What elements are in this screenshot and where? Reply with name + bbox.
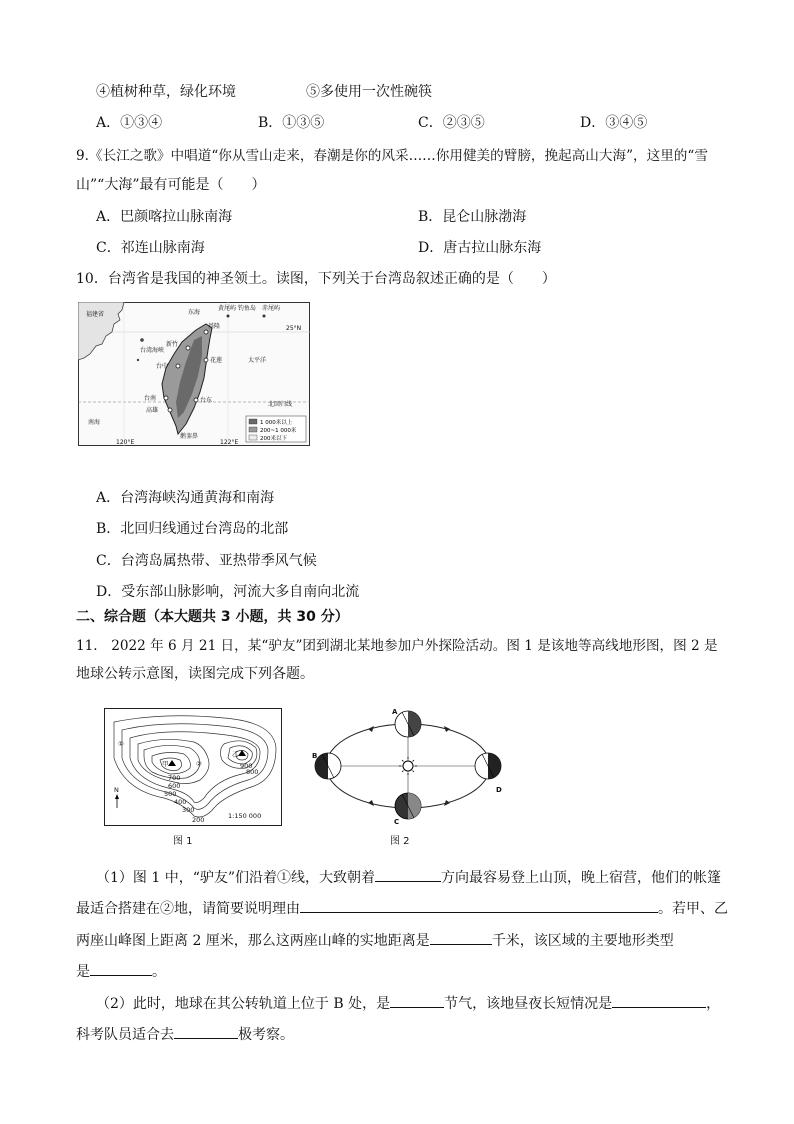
orbit-label-d: D — [496, 786, 502, 794]
city-taitung — [194, 398, 198, 402]
route-marker-1: ① — [118, 740, 124, 748]
q10-option-d[interactable]: D．受东部山脉影响，河流大多自南向北流 — [96, 584, 360, 600]
earth-orbit-figure — [310, 702, 506, 828]
map-label-hsinchu: 新竹 — [166, 341, 179, 348]
contour-label-300: 300 — [182, 806, 195, 814]
map-label-hualien: 花莲 — [210, 357, 223, 364]
orbit-label-c: C — [394, 818, 400, 826]
map-legend-mid: 200~1 000米 — [260, 428, 297, 434]
q8-item4: ④植树种草，绿化环境 — [96, 84, 236, 100]
q11-p1-text-a: （1）图 1 中，“驴友”们沿着①线，大致朝着 — [96, 870, 376, 886]
contour-label-200: 200 — [192, 816, 205, 824]
contour-map-figure — [104, 708, 282, 826]
q8-option-d[interactable]: D．③④⑤ — [580, 115, 648, 131]
camp-marker-2: ② — [196, 760, 202, 768]
q10-option-b[interactable]: B．北回归线通过台湾岛的北部 — [96, 521, 289, 537]
answer-blank-distance[interactable] — [430, 928, 492, 945]
q9-option-d[interactable]: D．唐古拉山脉东海 — [418, 240, 542, 256]
q11-part1-line4 — [76, 959, 166, 982]
q11-part2-line1 — [96, 991, 720, 1014]
q11-part2-line2 — [76, 1022, 294, 1045]
north-label: N — [114, 786, 119, 794]
taiwan-map — [78, 302, 310, 446]
city-tainan — [164, 396, 168, 400]
q11-p1-text-b: 方向最容易登上山顶，晚上宿营，他们的帐篷 — [441, 870, 722, 886]
city-hualien — [204, 358, 208, 362]
q9-stem-line2: 山”“大海”最有可能是（ ） — [76, 177, 266, 193]
q11-p1-text-c: 最适合搭建在②地，请简要说明理由 — [76, 901, 300, 917]
map-label-122e: 122°E — [220, 439, 239, 446]
section-2-title: 二、综合题（本大题共 3 小题，共 30 分） — [76, 609, 349, 625]
answer-blank-reason[interactable] — [300, 896, 658, 913]
earth-position-b — [315, 753, 341, 779]
q10-option-c[interactable]: C．台湾岛属热带、亚热带季风气候 — [96, 553, 317, 569]
map-label-eluanbi: 鹅銮鼻 — [180, 433, 199, 440]
q11-stem-line1: 11. 2022 年 6 月 21 日，某“驴友”团到湖北某地参加户外探险活动。图 1 是该地等高线地形图，图 2 是 — [76, 638, 718, 654]
contour-label-900: 900 — [240, 762, 253, 770]
q11-p1-text-e: 两座山峰图上距离 2 厘米，那么这两座山峰的实地距离是 — [76, 933, 430, 949]
q11-p1-text-h: 。 — [152, 964, 166, 980]
q8-option-c[interactable]: C．②③⑤ — [418, 115, 485, 131]
map-label-chiwei: 赤尾屿 — [262, 305, 281, 312]
earth-position-d — [475, 753, 501, 779]
q9-option-c[interactable]: C．祁连山脉南海 — [96, 240, 205, 256]
contour-label-400: 400 — [174, 798, 187, 806]
peak-jia-label: 甲 — [162, 760, 169, 768]
orbit-label-a: A — [392, 708, 398, 716]
answer-blank-pole[interactable] — [174, 1022, 238, 1039]
map-label-donghai: 东海 — [188, 309, 201, 316]
fig1-caption: 图 1 — [173, 836, 193, 847]
map-label-fujian: 福建省 — [86, 311, 105, 318]
map-label-120e: 120°E — [116, 439, 135, 446]
orbit-label-b: B — [312, 752, 318, 760]
map-label-nanhai: 南海 — [88, 419, 101, 426]
map-legend — [246, 416, 306, 442]
earth-position-c — [395, 793, 421, 819]
map-label-diaoyu: 黄尾屿 钓鱼岛 — [218, 305, 256, 312]
map-label-tropic: 北回归线 — [268, 401, 293, 408]
q9-option-a[interactable]: A．巴颜喀拉山脉南海 — [96, 209, 233, 225]
q8-option-a[interactable]: A．①③④ — [96, 115, 163, 131]
q11-p2-text-a: （2）此时，地球在其公转轨道上位于 B 处，是 — [96, 996, 391, 1012]
map-legend-low: 200米以下 — [260, 436, 287, 442]
q8-option-b[interactable]: B．①③⑤ — [258, 115, 325, 131]
q10-option-a[interactable]: A．台湾海峡沟通黄海和南海 — [96, 490, 275, 506]
map-label-kaohsiung: 高雄 — [146, 407, 159, 414]
answer-blank-daylength[interactable] — [612, 991, 706, 1008]
q11-p2-text-d: 科考队员适合去 — [76, 1027, 174, 1043]
q8-item5: ⑤多使用一次性碗筷 — [306, 84, 432, 100]
map-label-strait: 台湾海峡 — [140, 347, 165, 354]
fig2-caption: 图 2 — [390, 836, 410, 847]
q11-part1-line3 — [76, 928, 674, 951]
city-kaohsiung — [168, 408, 172, 412]
map-label-taitung: 台东 — [200, 397, 213, 404]
map-legend-high: 1 000米以上 — [260, 420, 293, 426]
q9-option-b[interactable]: B．昆仑山脉渤海 — [418, 209, 527, 225]
contour-label-600: 600 — [168, 782, 181, 790]
map-label-tainan: 台南 — [144, 395, 157, 402]
contour-label-700: 700 — [168, 774, 181, 782]
map-label-25n: 25°N — [286, 325, 302, 332]
q11-stem-line2: 地球公转示意图，读图完成下列各题。 — [76, 666, 314, 682]
city-hsinchu — [186, 346, 190, 350]
q11-p1-text-d: 。若甲、乙 — [658, 901, 728, 917]
q9-stem-line1: 9.《长江之歌》中唱道“你从雪山走来，春潮是你的风采……你用健美的臂膀，挽起高山大海”，这里的“雪 — [76, 148, 708, 164]
q11-p1-text-f: 千米，该区域的主要地形类型 — [491, 933, 674, 949]
q10-stem: 10．台湾省是我国的神圣领土。读图，下列关于台湾岛叙述正确的是（ ） — [76, 271, 556, 287]
q11-p2-text-c: ， — [706, 996, 721, 1012]
city-taizhong — [176, 364, 180, 368]
map-label-pacific: 太平洋 — [248, 357, 267, 364]
city-keelung — [204, 330, 208, 334]
answer-blank-solar-term[interactable] — [390, 991, 444, 1008]
q11-p2-text-b: 节气，该地昼夜长短情况是 — [444, 996, 613, 1012]
answer-blank-direction[interactable] — [375, 865, 441, 882]
q11-p2-text-e: 极考察。 — [238, 1027, 294, 1043]
contour-label-800: 800 — [246, 768, 259, 776]
q11-p1-text-g: 是 — [76, 964, 90, 980]
answer-blank-landform[interactable] — [90, 959, 152, 976]
map-label-keelung: 基隆 — [208, 323, 221, 330]
map-scale: 1:150 000 — [228, 812, 262, 820]
earth-position-a — [395, 711, 421, 737]
map-label-taizhong: 台中 — [156, 363, 169, 370]
q11-part1-line1 — [96, 865, 721, 888]
peak-yi-label: 乙 — [232, 750, 239, 758]
contour-label-500: 500 — [164, 790, 177, 798]
q11-part1-line2 — [76, 896, 728, 919]
